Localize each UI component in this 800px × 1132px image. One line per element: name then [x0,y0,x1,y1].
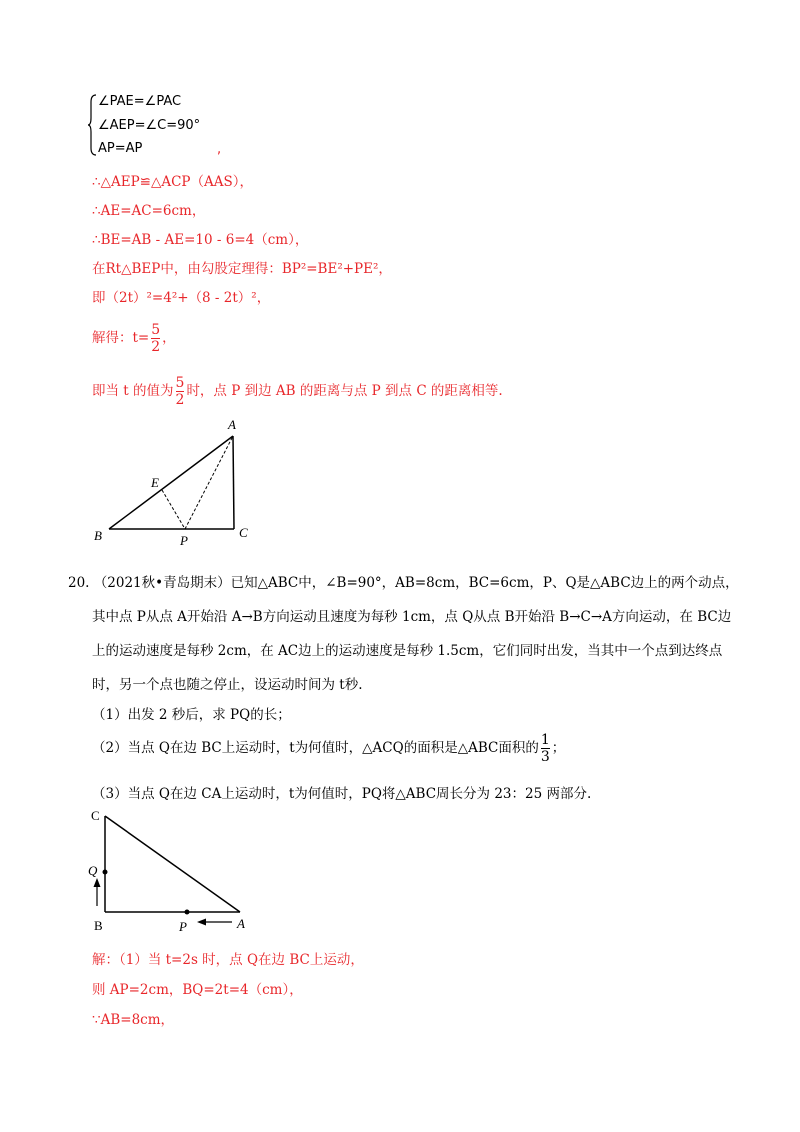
segment-ca [233,436,234,529]
solution-line-2: ∴AE=AC=6cm， [92,203,206,219]
problem-line-2: 其中点 P从点 A开始沿 A→B方向运动且速度为每秒 1cm，点 Q从点 B开始沿 B→C→A方向运动，在 BC边 [92,609,732,625]
label-a: A [237,916,245,931]
fraction-denominator: 2 [175,392,185,408]
up-arrowhead-icon [94,878,101,887]
label-a: A [228,417,236,432]
fraction-numerator: 5 [175,375,185,391]
question-2 [92,732,565,765]
solution-line-7-suffix: 时，点 P 到边 AB 的距离与点 P 到点 C 的距离相等. [186,383,503,399]
fraction-denominator: 2 [151,339,161,355]
question-1: （1）出发 2 秒后，求 PQ的长； [92,707,291,723]
point-p [185,910,190,915]
fraction-denominator: 3 [540,749,550,765]
segment-ep [162,490,185,529]
solution-line-7-prefix: 即当 t 的值为 [92,383,174,399]
solution20-line-1: 解：（1）当 t=2s 时，点 Q在边 BC上运动， [92,952,364,968]
solution-line-1: ∴△AEP≌△ACP（AAS）， [92,174,254,190]
label-p: P [180,533,188,548]
solution-line-3: ∴BE=AB - AE=10 - 6=4（cm）， [92,232,309,248]
label-q: Q [88,863,98,878]
question-3: （3）当点 Q在边 CA上运动时，t为何值时，PQ将△ABC周长分为 23：25 两部分. [92,786,592,802]
solution-line-6-suffix: ， [162,330,176,346]
solution-line-6 [92,322,176,355]
solution20-line-2: 则 AP=2cm，BQ=2t=4（cm）， [92,982,303,998]
problem-line-1: 20. （2021秋•青岛期末）已知△ABC中，∠B=90°，AB=8cm，BC=6cm，P、Q是△ABC边上的两个动点， [68,575,739,591]
solution-line-7 [92,375,503,408]
solution-line-4: 在Rt△BEP中，由勾股定理得：BP²=BE²+PE²， [92,261,392,277]
segment-ca [105,816,240,912]
label-b: B [94,528,102,543]
segment-ab [109,436,233,529]
system-line-2: ∠AEP=∠C=90° [98,118,201,133]
segment-ap [185,436,233,529]
problem-line-3: 上的运动速度是每秒 2cm，在 AC边上的运动速度是每秒 1.5cm，它们同时出发，当其中一个点到达终点 [92,643,723,659]
system-line-3: AP=AP [98,141,143,156]
question-2-prefix: （2）当点 Q在边 BC上运动时，t为何值时，△ACQ的面积是△ABC面积的 [92,740,539,756]
label-b: B [94,918,103,933]
label-e: E [151,475,159,490]
problem-line-4: 时，另一个点也随之停止，设运动时间为 t秒. [92,677,363,693]
triangle-figure-2 [80,802,260,942]
system-line-1: ∠PAE=∠PAC [98,94,182,109]
solution-line-6-prefix: 解得：t= [92,330,150,346]
fraction-five-halves [151,322,160,355]
triangle-figure-1 [85,412,265,552]
fraction-one-third [541,732,550,765]
fraction-five-halves-2 [176,375,185,408]
label-p: P [179,919,187,934]
left-arrowhead-icon [197,919,206,926]
label-c: C [239,525,248,540]
solution20-line-3: ∵AB=8cm， [92,1012,175,1028]
left-brace-icon [88,94,98,156]
point-q [103,870,108,875]
question-2-suffix: ； [551,740,566,756]
system-comma: , [217,142,222,157]
fraction-numerator: 1 [540,732,550,748]
label-c: C [91,808,100,823]
fraction-numerator: 5 [151,322,161,338]
solution-line-5: 即（2t）²=4²+（8 - 2t）²， [92,290,271,306]
